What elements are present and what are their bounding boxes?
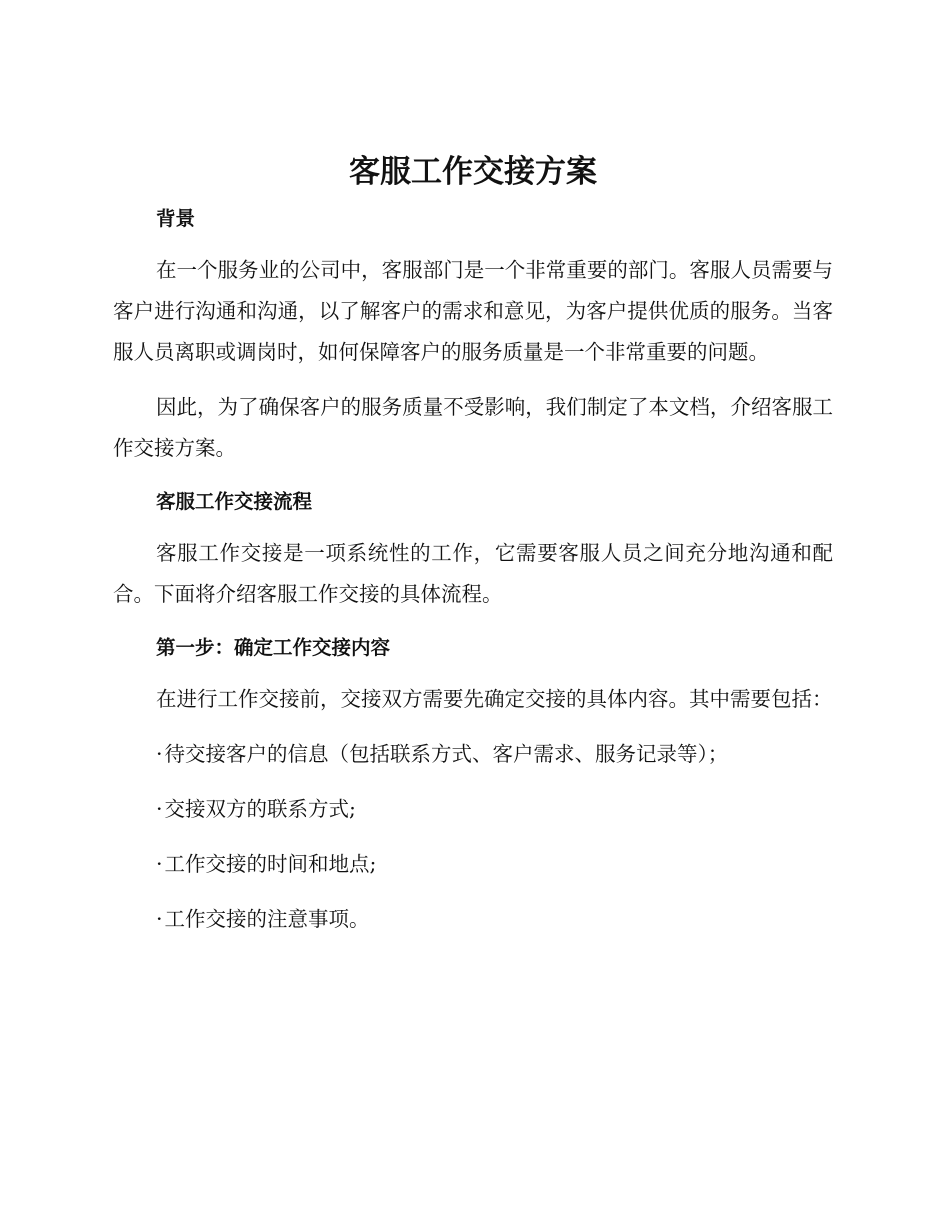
paragraph: 因此，为了确保客户的服务质量不受影响，我们制定了本文档，介绍客服工作交接方案。	[113, 395, 833, 460]
list-item-text: 工作交接的时间和地点;	[164, 852, 377, 876]
document-body	[113, 148, 833, 954]
bullet-marker: ·	[156, 797, 163, 821]
list-item	[156, 844, 833, 885]
section-heading-handover-process: 客服工作交接流程	[156, 490, 313, 513]
list-item-text: 工作交接的注意事项。	[164, 907, 370, 931]
document-title: 客服工作交接方案	[349, 154, 597, 190]
paragraph: 在一个服务业的公司中，客服部门是一个非常重要的部门。客服人员需要与客户进行沟通和沟通，以了解客户的需求和意见，为客户提供优质的服务。当客服人员离职或调岗时，如何保障客户的服务质量是一个非常重要的问题。	[113, 258, 833, 364]
bullet-marker: ·	[156, 907, 163, 931]
handover-content-list	[113, 734, 833, 940]
list-item	[156, 789, 833, 830]
section-heading-step-one: 第一步：确定工作交接内容	[156, 636, 391, 659]
list-item	[156, 899, 833, 940]
list-item-text: 交接双方的联系方式;	[164, 797, 356, 821]
list-item-text: 待交接客户的信息（包括联系方式、客户需求、服务记录等）；	[164, 742, 729, 766]
paragraph: 在进行工作交接前，交接双方需要先确定交接的具体内容。其中需要包括：	[156, 687, 833, 711]
bullet-marker: ·	[156, 742, 163, 766]
section-heading-background: 背景	[156, 207, 196, 230]
bullet-marker: ·	[156, 852, 163, 876]
paragraph: 客服工作交接是一项系统性的工作，它需要客服人员之间充分地沟通和配合。下面将介绍客服工作交接的具体流程。	[113, 541, 833, 606]
list-item	[156, 734, 833, 775]
